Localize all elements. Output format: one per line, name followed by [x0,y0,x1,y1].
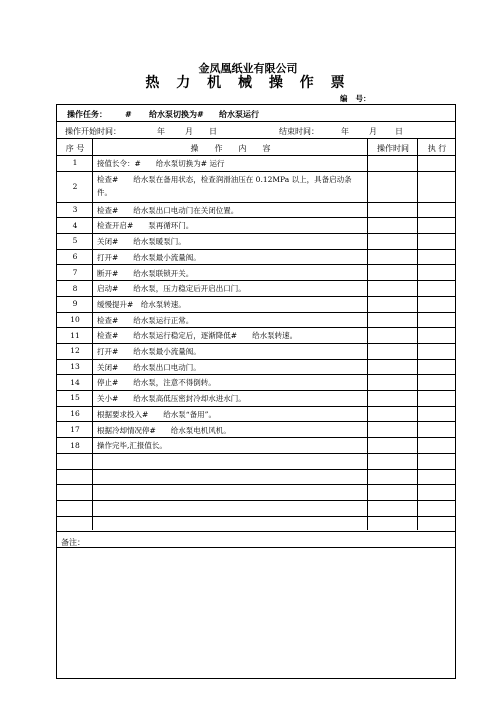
step-row [57,407,455,423]
step-number: 3 [72,205,78,215]
step-row [57,281,455,297]
col-divider-content [367,139,368,530]
step-row [57,250,455,266]
step-number: 13 [70,362,80,372]
step-text: 启动# 给水泵，压力稳定后开启出口门。 [97,284,246,294]
empty-row [57,532,455,548]
step-text: 打开# 给水泵最小流量阀。 [97,252,201,262]
company-name: 金凤凰纸业有限公司 [198,62,298,75]
step-number: 9 [72,299,78,309]
step-row [57,391,455,407]
step-number: 11 [70,330,80,340]
step-row [57,328,455,344]
document-title: 热 力 机 械 操 作 票 [145,75,351,91]
step-text: 断开# 给水泵联锁开关。 [97,268,194,278]
step-row [57,172,455,203]
serial-label-part2: 号： [355,94,371,103]
step-text: 根据冷却情况停# 给水泵电机风机。 [97,425,231,435]
remarks-label: 备注： [61,538,85,547]
step-row [57,297,455,313]
end-year: 年 [341,127,349,136]
step-number: 16 [70,409,80,419]
start-year: 年 [157,127,165,136]
step-text: 打开# 给水泵最小流量阀。 [97,347,201,356]
start-time-label: 操作开始时间： [65,127,121,136]
step-row [57,313,455,329]
step-number: 18 [70,440,80,450]
step-row [57,360,455,376]
step-row [57,266,455,282]
step-number: 17 [70,424,80,434]
step-text: 关闭# 给水泵出口电动门。 [97,362,201,372]
task-hash: # [125,109,132,119]
empty-row [57,517,455,533]
step-text: 检查# 给水泵运行正常。 [97,315,194,325]
empty-row [57,470,455,486]
step-row [57,203,455,219]
step-text: 操作完毕,汇报值长。 [97,441,167,451]
step-text: 接值长令：# 给水泵切换为# 运行 [97,159,225,168]
task-label: 操作任务： [67,109,107,119]
task-part2: 给水泵运行 [219,109,259,119]
serial-number-label [340,93,371,104]
task-row [57,105,455,122]
step-row [57,438,455,454]
step-text: 检查开启# 泵再循环门。 [97,221,194,231]
step-number: 10 [70,314,80,324]
empty-row [57,485,455,501]
serial-label-part1: 编 [340,94,348,103]
end-time-label: 结束时间： [279,127,319,136]
end-day: 日 [395,127,403,136]
step-number: 8 [72,283,78,293]
operation-ticket-table [56,104,456,679]
column-seq: 序 号 [65,144,85,153]
step-row [57,423,455,439]
step-number: 2 [72,181,78,191]
step-number: 15 [70,393,80,403]
step-text: 停止# 给水泵，注意不得倒转。 [97,378,216,388]
step-row [57,156,455,172]
column-content: 操 作 内 容 [190,144,271,153]
step-text: 缓慢提升# 给水泵转速。 [97,299,186,309]
step-text: 关闭# 给水泵暖泵门。 [97,237,186,247]
empty-row [57,501,455,517]
column-header-row [57,139,455,156]
column-time: 操作时间 [377,144,409,153]
step-number: 4 [72,220,78,230]
step-number: 12 [70,346,80,356]
step-text: 关小# 给水泵高低压密封冷却水进水门。 [97,394,246,404]
step-number: 1 [72,158,78,168]
times-row [57,122,455,139]
column-exec: 执 行 [427,144,447,153]
start-day: 日 [209,127,217,136]
step-text: 检查# 给水泵出口电动门在关闭位置。 [97,205,239,215]
step-row [57,218,455,234]
step-number: 5 [72,236,78,246]
step-text: 根据要求投入# 给水泵“备用”。 [97,409,216,419]
step-text: 检查# 给水泵在备用状态，检查润滑油压在 0.12MPa 以上，具备启动条件。 [97,174,352,197]
step-row [57,344,455,360]
step-number: 14 [70,377,80,387]
empty-row [57,454,455,470]
step-number: 6 [72,252,78,262]
step-number: 7 [72,267,78,277]
col-divider-seq [92,139,93,530]
end-month: 月 [369,127,377,136]
step-row [57,234,455,250]
task-part1: 给水泵切换为# [149,109,204,119]
start-month: 月 [185,127,193,136]
col-divider-time [417,139,418,530]
step-row [57,375,455,391]
step-text: 检查# 给水泵运行稳定后，逐渐降低# 给水泵转速。 [97,331,298,341]
